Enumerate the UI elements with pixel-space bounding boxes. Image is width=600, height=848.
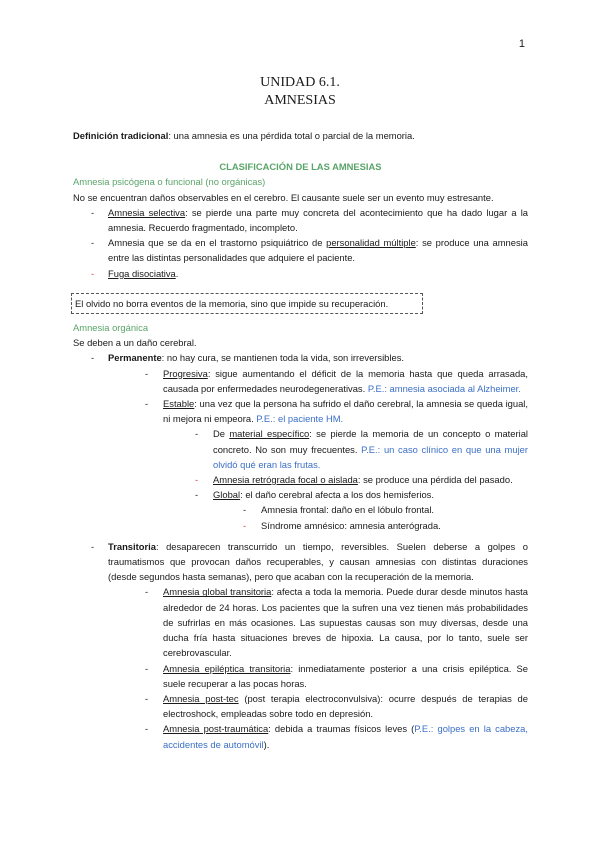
example: P.E.: un caso clínico en que una mujer olvidó qué eran las frutas. (213, 443, 528, 470)
page-number: 1 (518, 38, 525, 50)
term: Fuga disociativa (108, 267, 176, 279)
list-item: - Amnesia que se da en el trastorno psiquiátrico de personalidad múltiple: se produce una amnesia entre las distintas personalidades que adquiere el paciente. (73, 235, 528, 265)
term: Amnesia epiléptica transitoria (163, 662, 291, 674)
term: Permanente (108, 352, 162, 364)
organica-list (73, 350, 528, 751)
list-item: - De material específico: se pierde la memoria de un concepto o material concreto. No son muy frecuentes. P.E.: un caso clínico en que una mujer olvidó qué eran las frutas. (193, 426, 528, 472)
note-box: El olvido no borra eventos de la memoria, sino que impide su recuperación. (71, 293, 423, 314)
term: Amnesia post-traumática (163, 723, 269, 735)
list-item: - Amnesia frontal: daño en el lóbulo frontal. (241, 502, 528, 517)
section-title: CLASIFICACIÓN DE LAS AMNESIAS (219, 161, 382, 173)
example: P.E.: amnesia asociada al Alzheimer. (367, 382, 521, 394)
list-item: - Fuga disociativa. (73, 266, 528, 281)
title-unit: UNIDAD 6.1. (260, 75, 340, 90)
term: Transitoria (108, 540, 156, 552)
page-title (0, 74, 600, 110)
list-item: - Progresiva: sigue aumentando el déficit de la memoria hasta que queda arrasada, causada por enfermedades neurodegenerativas. P.E.: amnesia asociada al Alzheimer. (143, 366, 528, 396)
list-item: - Estable: una vez que la persona ha sufrido el daño cerebral, la amnesia se queda igual, ni mejora ni empeora. P.E.: el paciente HM. - De material específico: se pierde la memoria de un concepto o material concreto. No son muy frecuentes. P.E.: un caso clínico en que una mujer olvidó qué eran las frutas. - Amnesia retrógrada focal o aislada: se produce una pérdida del pasado. - Global: el daño cerebral afecta a los dos hemisferios. - Amnesia frontal: daño en el lóbulo frontal. - Síndrome amnésico: amnesia anterógrada. (143, 396, 528, 533)
term: Amnesia post-tec (163, 692, 239, 704)
term: Global (213, 489, 241, 501)
term: material específico (229, 428, 310, 440)
list-item: - Amnesia post-tec (post terapia electroconvulsiva): ocurre después de terapias de electroshock, empleadas sobre todo en depresión. (143, 691, 528, 721)
list-item: - Global: el daño cerebral afecta a los dos hemisferios. - Amnesia frontal: daño en el lóbulo frontal. - Síndrome amnésico: amnesia anterógrada. (193, 487, 528, 533)
list-item-transitoria: - Transitoria: desaparecen transcurrido un tiempo, reversibles. Suelen deberse a golpes o traumatismos que provocan daños recuperables, y causan amnesias con distintas duraciones (desde segundos hasta semanas), pero que acaban con la recuperación de la memoria. - Amnesia global transitoria: afecta a toda la memoria. Puede durar desde minutos hasta alrededor de 24 horas. Los pacientes que la sufren una vez tienen más probabilidades de sufrirlas en más ocasiones. Las supuestas causas son muy diversas, desde una ducha fría hasta situaciones breves de hipoxia. La causa, por lo tanto, suele ser cerebrovascular. - Amnesia epiléptica transitoria: inmediatamente posterior a una crisis epiléptica. Se suele recuperar a las pocas horas. - Amnesia post-tec (post terapia electroconvulsiva): ocurre después de terapias de electroshock, empleadas sobre todo en depresión. - Amnesia post-traumática: debida a traumas físicos leves (P.E.: golpes en la cabeza, accidentes de automóvil). (73, 539, 528, 752)
example: P.E.: el paciente HM. (256, 413, 344, 425)
permanente-sublist (143, 366, 528, 533)
definition-paragraph (73, 128, 528, 143)
list-item: - Amnesia post-traumática: debida a traumas físicos leves (P.E.: golpes en la cabeza, accidentes de automóvil). (143, 721, 528, 751)
organica-intro: Se deben a un daño cerebral. (73, 337, 197, 349)
list-item: - Amnesia retrógrada focal o aislada: se produce una pérdida del pasado. (193, 472, 528, 487)
term: Amnesia selectiva (108, 206, 186, 218)
list-item: - Amnesia epiléptica transitoria: inmediatamente posterior a una crisis epiléptica. Se suele recuperar a las pocas horas. (143, 661, 528, 691)
definition-text: : una amnesia es una pérdida total o parcial de la memoria. (168, 130, 415, 141)
title-topic: AMNESIAS (264, 93, 336, 108)
list-item-permanente: - Permanente: no hay cura, se mantienen toda la vida, son irreversibles. - Progresiva: sigue aumentando el déficit de la memoria hasta que queda arrasada, causada por enfermedades neurodegenerativas. P.E.: amnesia asociada al Alzheimer. - Estable: una vez que la persona ha sufrido el daño cerebral, la amnesia se queda igual, ni mejora ni empeora. P.E.: el paciente HM. - De material específico: se pierde la memoria de un concepto o material concreto. No son muy frecuentes. P.E.: un caso clínico en que una mujer olvidó qué eran las frutas. - Amnesia retrógrada focal o aislada: se produce una pérdida del pasado. - Global: el daño cerebral afecta a los dos hemisferios. - Amnesia frontal: daño en el lóbulo frontal. - Síndrome amnésico: amnesia anterógrada. (73, 350, 528, 532)
list-item: - Amnesia global transitoria: afecta a toda la memoria. Puede durar desde minutos hasta alrededor de 24 horas. Los pacientes que la sufren una vez tienen más probabilidades de sufrirlas en más ocasiones. Las supuestas causas son muy diversas, desde una ducha fría hasta situaciones breves de hipoxia. La causa, por lo tanto, suele ser cerebrovascular. (143, 584, 528, 660)
list-item: - Síndrome amnésico: amnesia anterógrada. (241, 518, 528, 533)
term: Amnesia global transitoria (163, 586, 272, 598)
organica-heading: Amnesia orgánica (73, 322, 149, 334)
transitoria-sublist (143, 584, 528, 751)
psicogena-heading: Amnesia psicógena o funcional (no orgánicas) (73, 176, 266, 188)
psicogena-intro: No se encuentran daños observables en el cerebro. El causante suele ser un evento muy estresante. (73, 191, 494, 203)
term: Amnesia retrógrada focal o aislada (213, 474, 358, 486)
psicogena-list (73, 205, 528, 281)
term: Progresiva (163, 367, 208, 379)
global-sublist (241, 502, 528, 532)
example: P.E.: golpes en la cabeza, accidentes de automóvil (163, 723, 528, 750)
term: personalidad múltiple (326, 237, 416, 249)
estable-sublist (193, 426, 528, 532)
term: Estable (163, 398, 195, 410)
list-item: - Amnesia selectiva: se pierde una parte muy concreta del acontecimiento que ha dado lugar a la amnesia. Recuerdo fragmentado, incompleto. (73, 205, 528, 235)
document-body (73, 128, 528, 752)
definition-label: Definición tradicional (73, 130, 169, 141)
